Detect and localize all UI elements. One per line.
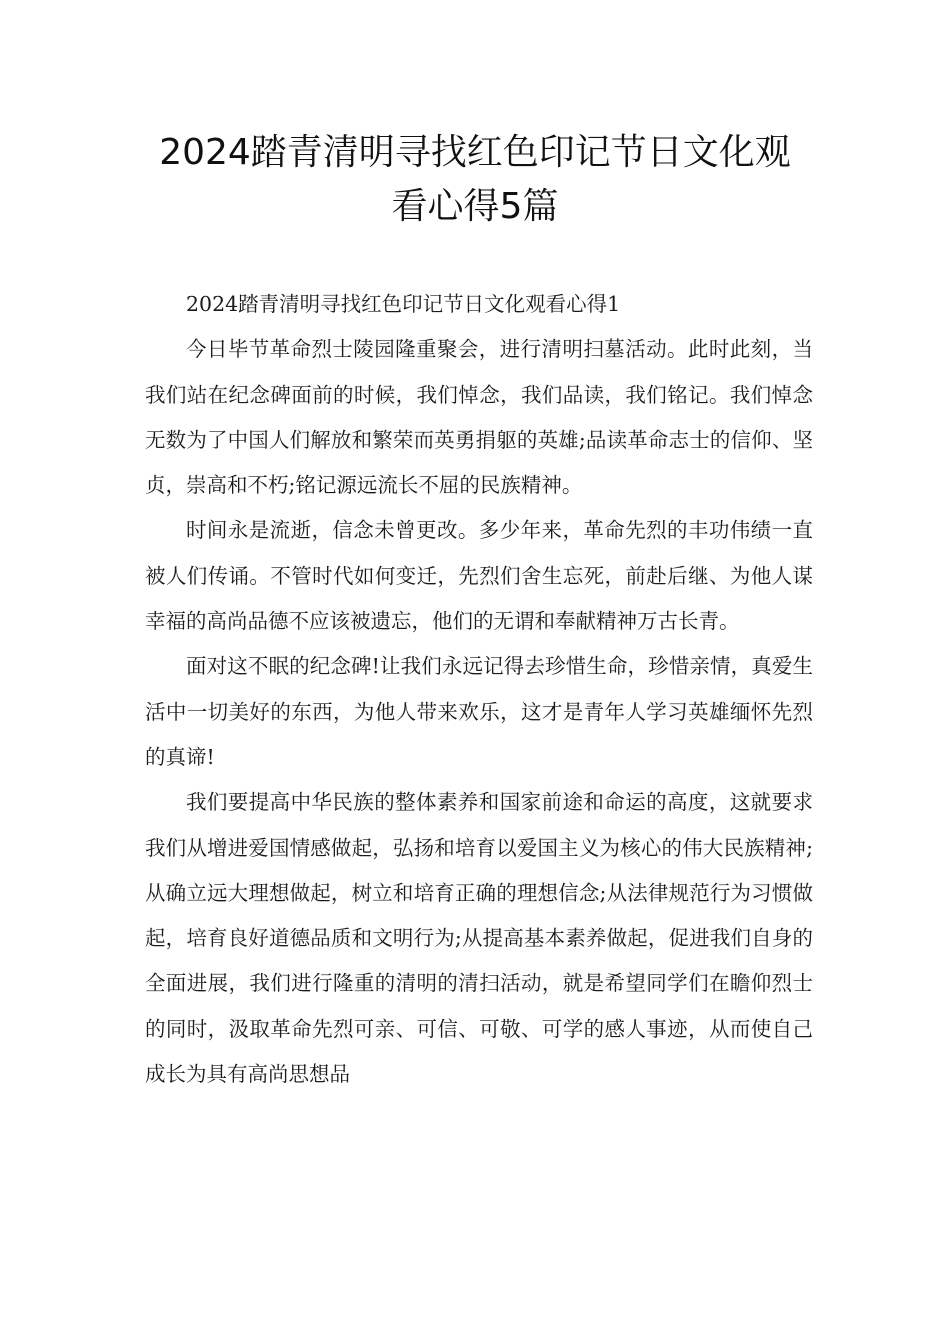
title-line-1: 2024踏青清明寻找红色印记节日文化观	[159, 132, 791, 173]
section-heading: 2024踏青清明寻找红色印记节日文化观看心得1	[186, 292, 621, 316]
body-paragraph: 时间永是流逝，信念未曾更改。多少年来，革命先烈的丰功伟绩一直被人们传诵。不管时代如何变迁，先烈们舍生忘死，前赴后继、为他人谋幸福的高尚品德不应该被遗忘，他们的无谓和奉献精神万古长青。	[145, 518, 813, 634]
title-line-2: 看心得5篇	[391, 186, 559, 227]
document-body	[145, 282, 813, 1097]
body-paragraph: 今日毕节革命烈士陵园隆重聚会，进行清明扫墓活动。此时此刻，当我们站在纪念碑面前的时候，我们悼念，我们品读，我们铭记。我们悼念无数为了中国人们解放和繁荣而英勇捐躯的英雄;品读革命志士的信仰、坚贞，崇高和不朽;铭记源远流长不屈的民族精神。	[145, 337, 813, 498]
document-title	[100, 126, 850, 234]
body-paragraph: 面对这不眠的纪念碑!让我们永远记得去珍惜生命，珍惜亲情，真爱生活中一切美好的东西，为他人带来欢乐，这才是青年人学习英雄缅怀先烈的真谛!	[145, 654, 813, 769]
body-paragraph: 我们要提高中华民族的整体素养和国家前途和命运的高度，这就要求我们从增进爱国情感做起，弘扬和培育以爱国主义为核心的伟大民族精神;从确立远大理想做起，树立和培育正确的理想信念;从法律规范行为习惯做起，培育良好道德品质和文明行为;从提高基本素养做起，促进我们自身的全面进展，我们进行隆重的清明的清扫活动，就是希望同学们在瞻仰烈士的同时，汲取革命先烈可亲、可信、可敬、可学的感人事迹，从而使自己成长为具有高尚思想品	[145, 790, 813, 1087]
